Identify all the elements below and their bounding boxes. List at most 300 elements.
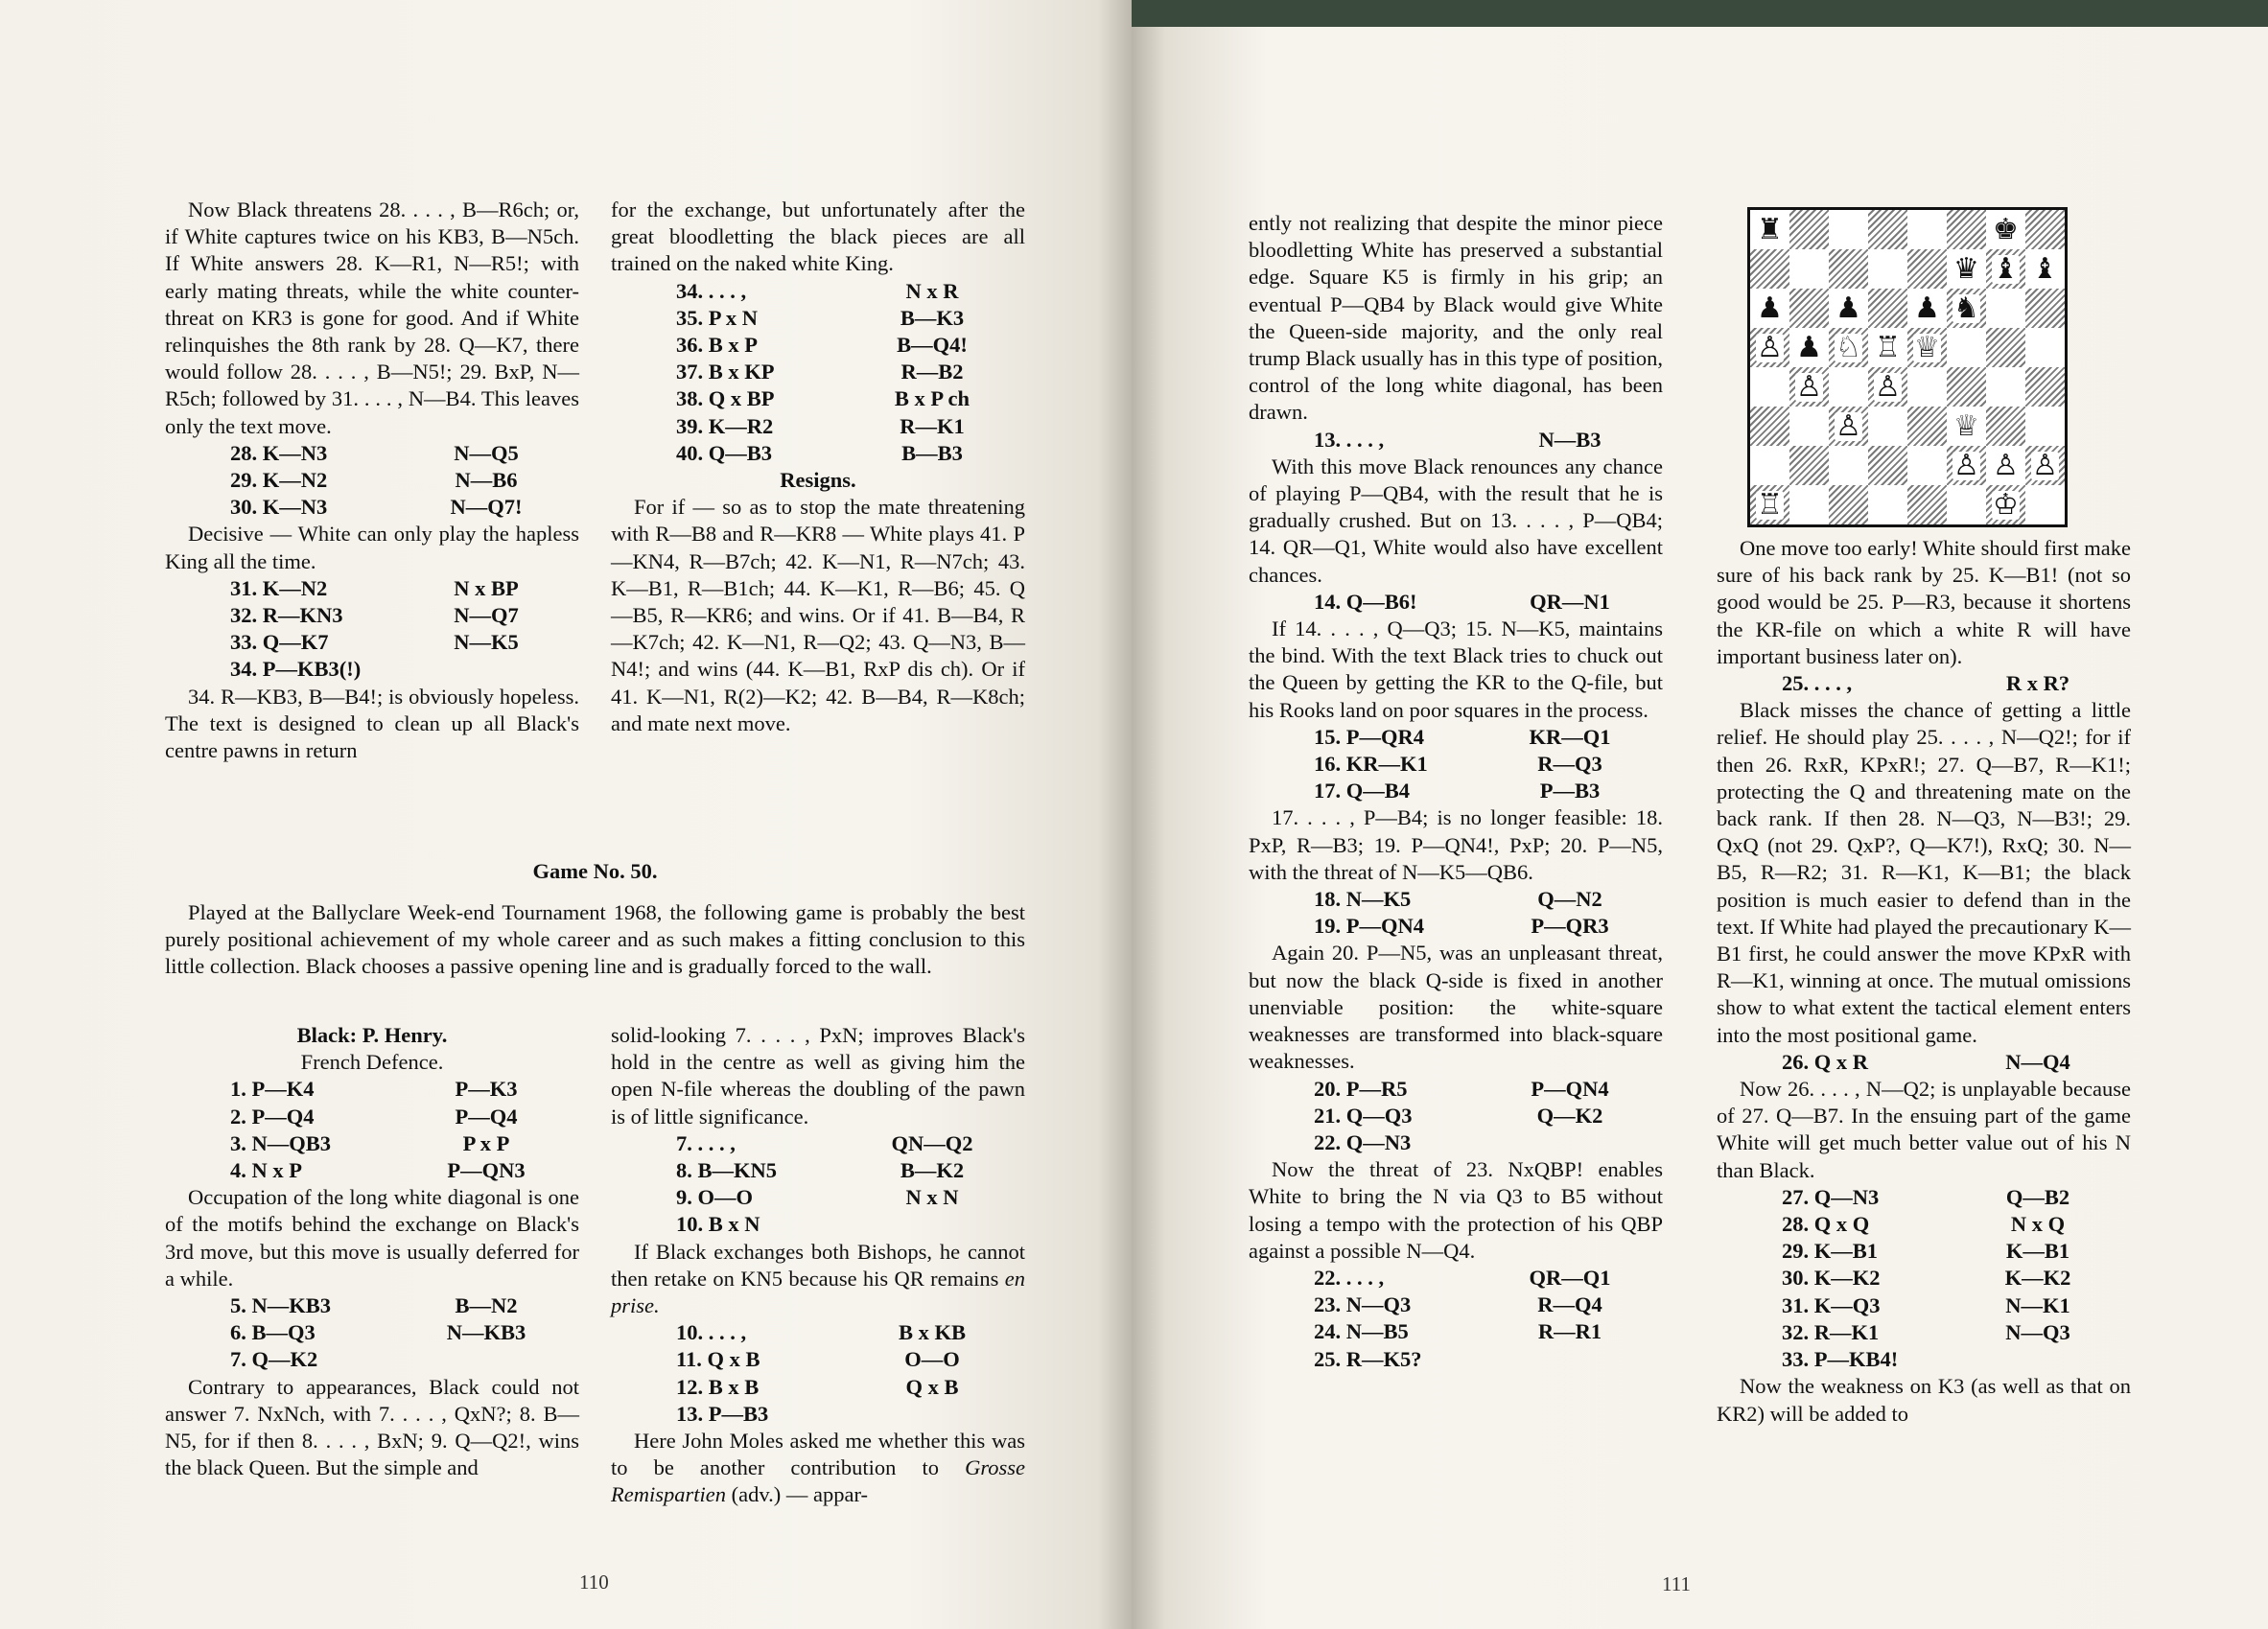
board-square bbox=[1986, 289, 2025, 328]
board-square bbox=[1986, 210, 2025, 249]
black-move bbox=[839, 1211, 1025, 1238]
board-square bbox=[1947, 367, 1986, 407]
moves-block bbox=[611, 278, 1025, 467]
black-move: QN—Q2 bbox=[891, 1130, 973, 1155]
chess-piece-icon: ♔ bbox=[1993, 487, 2019, 522]
chess-piece-icon: ♕ bbox=[1914, 330, 1940, 364]
move-line bbox=[1717, 1292, 2131, 1319]
white-move: 7. Q—K2 bbox=[230, 1347, 318, 1372]
board-square bbox=[1947, 328, 1986, 367]
chess-piece-icon: ♖ bbox=[1875, 330, 1901, 364]
move-line bbox=[1249, 427, 1663, 454]
italic-run: en prise. bbox=[611, 1266, 1025, 1318]
white-move: 22. Q—N3 bbox=[1314, 1129, 1412, 1154]
black-move: N—Q7! bbox=[450, 495, 523, 520]
white-move: 11. Q x B bbox=[676, 1347, 760, 1372]
board-square bbox=[1829, 446, 1868, 485]
board-square bbox=[1750, 446, 1789, 485]
board-square bbox=[1789, 289, 1829, 328]
board-square bbox=[1789, 210, 1829, 249]
paragraph: Black misses the chance of getting a little relief. He should play 25. . . . , N—Q2!; for if then 26. RxR, KPxR!; 27. Q—B7, R—K1!; protecting the Q and threatening mate on the back rank. If then 28. N—Q3, N—B3!; 29. QxQ (not 29. QxP?, Q—K7!), RxQ; 30. N—B5, R—R2; 31. R—K1, K—B1; the black position is much easier to defend than in the text. If White had played the precautionary K—B1 first, he could answer the move KPxR with R—K1, winning at once. The mutual omissions show to what extent the tactical element enters into the most positional game. bbox=[1717, 698, 2131, 1047]
white-move: 33. P—KB4! bbox=[1782, 1347, 1899, 1372]
move-line bbox=[611, 1346, 1025, 1373]
board-square bbox=[2025, 289, 2065, 328]
white-move: 5. N—KB3 bbox=[230, 1293, 332, 1318]
move-line bbox=[165, 494, 579, 521]
move-line bbox=[165, 1292, 579, 1319]
chess-piece-icon: ♙ bbox=[1757, 330, 1783, 364]
right-col1 bbox=[1249, 210, 1663, 1373]
white-move: 20. P—R5 bbox=[1314, 1076, 1408, 1101]
board-square bbox=[1947, 446, 1986, 485]
white-move: 30. K—K2 bbox=[1782, 1266, 1881, 1291]
paragraph: One move too early! White should first make sure of his back rank by 25. K—B1! (not so good would be 25. P—R3, because it shortens the KR-file on which a white R will have important business later on). bbox=[1717, 536, 2131, 668]
move-line bbox=[165, 440, 579, 467]
chess-piece-icon: ♙ bbox=[1953, 448, 1979, 482]
left-col3 bbox=[165, 1022, 579, 1481]
move-line bbox=[611, 359, 1025, 385]
black-move bbox=[393, 656, 579, 683]
board-square bbox=[1947, 289, 1986, 328]
white-move: 18. N—K5 bbox=[1314, 887, 1412, 912]
white-move: 6. B—Q3 bbox=[230, 1320, 316, 1345]
moves-block bbox=[1249, 1076, 1663, 1157]
move-line bbox=[1249, 751, 1663, 778]
white-move: 31. K—Q3 bbox=[1782, 1292, 1881, 1317]
board-square bbox=[1750, 407, 1789, 446]
moves-block bbox=[1717, 1049, 2131, 1076]
black-move: B—Q4! bbox=[897, 333, 968, 358]
chess-piece-icon: ♜ bbox=[1757, 212, 1783, 246]
moves-block bbox=[1249, 724, 1663, 805]
black-move: P—Q4 bbox=[455, 1104, 518, 1129]
board-square bbox=[1829, 485, 1868, 524]
paragraph bbox=[611, 1239, 1025, 1320]
left-col2 bbox=[611, 197, 1025, 737]
resigns-label: Resigns. bbox=[780, 468, 856, 493]
board-square bbox=[2025, 407, 2065, 446]
left-col4 bbox=[611, 1022, 1025, 1509]
move-line bbox=[1717, 1211, 2131, 1238]
move-line bbox=[165, 575, 579, 602]
board-square bbox=[1868, 367, 1907, 407]
move-line bbox=[611, 1157, 1025, 1184]
white-move: 35. P x N bbox=[676, 305, 759, 330]
black-move: P—B3 bbox=[1539, 779, 1601, 803]
black-move: P—QN4 bbox=[1531, 1076, 1609, 1101]
moves-block bbox=[1249, 427, 1663, 454]
chess-piece-icon: ♙ bbox=[2032, 448, 2058, 482]
move-line bbox=[1249, 913, 1663, 940]
paragraph: for the exchange, but unfortunately after the great bloodletting the black pieces are all trained on the naked white King. bbox=[611, 198, 1025, 276]
white-move: 10. B x N bbox=[676, 1212, 760, 1237]
black-move: KR—Q1 bbox=[1529, 724, 1611, 749]
chess-piece-icon: ♞ bbox=[1953, 291, 1979, 325]
paragraph: 34. R—KB3, B—B4!; is obviously hopeless. The text is designed to clean up all Black's centre pawns in return bbox=[165, 684, 579, 763]
paragraph: Occupation of the long white diagonal is one of the motifs behind the exchange on Black's 3rd move, but this move is usually deferred for a while. bbox=[165, 1185, 579, 1291]
board-square bbox=[1789, 485, 1829, 524]
white-move: 9. O—O bbox=[676, 1185, 754, 1210]
board-square bbox=[1829, 249, 1868, 289]
move-line bbox=[611, 1319, 1025, 1346]
black-move: N x R bbox=[905, 278, 959, 303]
move-line bbox=[611, 305, 1025, 332]
game-intro bbox=[165, 899, 1025, 981]
black-move: N—Q4 bbox=[2005, 1049, 2070, 1074]
right-col2 bbox=[1717, 535, 2131, 1428]
text-run: (adv.) — appar- bbox=[725, 1482, 869, 1507]
board-square bbox=[1907, 328, 1947, 367]
white-move: 4. N x P bbox=[230, 1158, 302, 1183]
black-move: R—Q4 bbox=[1537, 1292, 1602, 1317]
white-move: 28. K—N3 bbox=[230, 440, 328, 465]
paragraph bbox=[611, 1428, 1025, 1509]
board-square bbox=[1868, 249, 1907, 289]
move-line bbox=[611, 278, 1025, 305]
board-square bbox=[1829, 289, 1868, 328]
move-line bbox=[611, 385, 1025, 412]
board-square bbox=[1947, 485, 1986, 524]
black-move: N x BP bbox=[454, 575, 519, 600]
moves-block bbox=[165, 440, 579, 522]
paragraph: If 14. . . . , Q—Q3; 15. N—K5, maintains the bind. With the text Black tries to chuck out the Queen by getting the KR to the Q-file, but his Rooks land on poor squares in the process. bbox=[1249, 617, 1663, 722]
white-move: 1. P—K4 bbox=[230, 1077, 315, 1102]
moves-block bbox=[165, 1076, 579, 1184]
white-move: 13. P—B3 bbox=[676, 1401, 769, 1426]
move-line bbox=[1249, 1318, 1663, 1345]
left-col1 bbox=[165, 197, 579, 764]
board-square bbox=[1789, 249, 1829, 289]
board-square bbox=[1750, 289, 1789, 328]
chess-piece-icon: ♙ bbox=[1796, 369, 1822, 404]
move-line bbox=[1717, 1346, 2131, 1373]
black-move bbox=[1477, 1346, 1663, 1373]
move-line bbox=[1249, 1129, 1663, 1156]
board-square bbox=[2025, 446, 2065, 485]
moves-block bbox=[611, 1319, 1025, 1428]
white-move: 17. Q—B4 bbox=[1314, 779, 1411, 803]
moves-block bbox=[1717, 1184, 2131, 1373]
board-square bbox=[1750, 367, 1789, 407]
board-square bbox=[2025, 249, 2065, 289]
board-square bbox=[1868, 289, 1907, 328]
white-move: 27. Q—N3 bbox=[1782, 1184, 1880, 1209]
move-line bbox=[611, 1401, 1025, 1428]
black-move: N—B3 bbox=[1538, 427, 1602, 452]
black-move bbox=[1945, 1346, 2131, 1373]
paragraph: Again 20. P—N5, was an unpleasant threat, but now the black Q-side is fixed in another unenviable position: the white-square weaknesses are transformed into black-square weaknesses. bbox=[1249, 941, 1663, 1074]
move-line bbox=[611, 332, 1025, 359]
paragraph: With this move Black renounces any chance of playing P—QB4, with the result that he is gradually crushed. But on 13. . . . , P—QB4; 14. QR—Q1, White would also have excellent chances. bbox=[1249, 454, 1663, 587]
page-number-left: 110 bbox=[579, 1571, 609, 1594]
move-line bbox=[165, 1319, 579, 1346]
white-move: 21. Q—Q3 bbox=[1314, 1103, 1413, 1128]
move-line bbox=[165, 656, 579, 683]
white-move: 10. . . . , bbox=[676, 1320, 747, 1345]
move-line bbox=[1249, 589, 1663, 616]
paragraph: Now Black threatens 28. . . . , B—R6ch; or, if White captures twice on his KB3, B—N5ch. If White answers 28. K—R1, N—R5!; with early mating threats, while the white counter-threat on KR3 is gone for good. And if White relinquishes the 8th rank by 28. Q—K7, there would follow 28. . . . , B—N5!; 29. BxP, N—R5ch; followed by 31. . . . , N—B4. This leaves only the text move. bbox=[165, 198, 579, 438]
board-square bbox=[1907, 289, 1947, 328]
text-run: If Black exchanges both Bishops, he cannot then retake on KN5 because his QR remains bbox=[611, 1239, 1025, 1291]
board-square bbox=[1868, 328, 1907, 367]
board-square bbox=[1907, 407, 1947, 446]
white-move: 23. N—Q3 bbox=[1314, 1292, 1412, 1317]
black-move: B—K2 bbox=[900, 1158, 965, 1183]
black-move: Q—N2 bbox=[1537, 887, 1602, 912]
chess-piece-icon: ♝ bbox=[2032, 251, 2058, 286]
move-line bbox=[1249, 1076, 1663, 1103]
move-line bbox=[165, 1104, 579, 1130]
black-move bbox=[393, 1346, 579, 1373]
page-number-right: 111 bbox=[1662, 1572, 1691, 1595]
black-move: Q—K2 bbox=[1536, 1103, 1603, 1128]
white-move: 32. R—K1 bbox=[1782, 1319, 1880, 1344]
board-square bbox=[1986, 367, 2025, 407]
game-title: Game No. 50. bbox=[532, 859, 658, 883]
black-move: N—K1 bbox=[2005, 1292, 2070, 1317]
black-move bbox=[839, 1401, 1025, 1428]
black-move: R x R? bbox=[2005, 671, 2070, 696]
black-move: K—B1 bbox=[2005, 1239, 2070, 1264]
paragraph: Now 26. . . . , N—Q2; is unplayable because of 27. Q—B7. In the ensuing part of the game White will get much better value out of his N than Black. bbox=[1717, 1077, 2131, 1182]
move-line bbox=[165, 467, 579, 494]
board-square bbox=[1829, 367, 1868, 407]
board-square bbox=[2025, 367, 2065, 407]
board-square bbox=[1868, 485, 1907, 524]
black-move: N x Q bbox=[2010, 1212, 2066, 1237]
board-square bbox=[1947, 407, 1986, 446]
move-line bbox=[1249, 724, 1663, 751]
paragraph: For if — so as to stop the mate threatening with R—B8 and R—KR8 — White plays 41. P—KN4, R—B7ch; 42. K—N1, R—N7ch; 43. K—B1, R—B1ch; 44. K—K1, R—B6; 45. Q—B5, R—KR6; and wins. Or if 41. B—B4, R—K7ch; 42. K—N1, R—Q2; 43. Q—N3, B—N4!; and wins (44. K—B1, RxP dis ch). Or if 41. K—N1, R(2)—K2; 42. B—B4, R—K8ch; and mate next move. bbox=[611, 495, 1025, 735]
move-line bbox=[165, 1076, 579, 1103]
board-square bbox=[1789, 328, 1829, 367]
moves-block bbox=[611, 1130, 1025, 1239]
black-move: P x P bbox=[462, 1130, 510, 1155]
board-square bbox=[1986, 328, 2025, 367]
board-square bbox=[1750, 485, 1789, 524]
moves-block bbox=[1249, 589, 1663, 616]
white-move: 26. Q x R bbox=[1782, 1049, 1868, 1074]
black-move: N—B6 bbox=[455, 468, 518, 493]
paragraph: 17. . . . , P—B4; is no longer feasible: 18. PxP, R—B3; 19. P—QN4!, PxP; 20. P—N5, with the threat of N—K5—QB6. bbox=[1249, 805, 1663, 884]
black-move: P—QR3 bbox=[1531, 914, 1609, 939]
moves-block bbox=[1249, 886, 1663, 940]
black-move: B x KB bbox=[898, 1320, 967, 1345]
white-move: 25. R—K5? bbox=[1314, 1346, 1422, 1371]
moves-block bbox=[165, 575, 579, 684]
black-move: O—O bbox=[904, 1347, 960, 1372]
chess-piece-icon: ♚ bbox=[1993, 212, 2019, 246]
white-move: 39. K—R2 bbox=[676, 413, 774, 438]
move-line bbox=[611, 1211, 1025, 1238]
white-move: 3. N—QB3 bbox=[230, 1130, 332, 1155]
white-move: 30. K—N3 bbox=[230, 495, 328, 520]
board-square bbox=[2025, 210, 2065, 249]
black-move: K—K2 bbox=[2004, 1266, 2071, 1291]
move-line bbox=[1717, 1049, 2131, 1076]
paragraph: Played at the Ballyclare Week-end Tournament 1968, the following game is probably the best purely positional achievement of my whole career and as such makes a fitting conclusion to this little collection. Black chooses a passive opening line and is gradually forced to the wall. bbox=[165, 900, 1025, 979]
board-square bbox=[1829, 328, 1868, 367]
white-move: 40. Q—B3 bbox=[676, 440, 773, 465]
opening-name: French Defence. bbox=[300, 1050, 444, 1075]
black-player: Black: P. Henry. bbox=[296, 1023, 448, 1047]
move-line bbox=[611, 1130, 1025, 1157]
black-move: R—B2 bbox=[900, 360, 964, 384]
chess-piece-icon: ♝ bbox=[1993, 251, 2019, 286]
board-square bbox=[1986, 446, 2025, 485]
move-line bbox=[1717, 1184, 2131, 1211]
white-move: 28. Q x Q bbox=[1782, 1212, 1870, 1237]
white-move: 32. R—KN3 bbox=[230, 603, 343, 628]
white-move: 37. B x KP bbox=[676, 360, 775, 384]
white-move: 36. B x P bbox=[676, 333, 759, 358]
white-move: 14. Q—B6! bbox=[1314, 589, 1417, 614]
board-square bbox=[1907, 210, 1947, 249]
board-square bbox=[1907, 485, 1947, 524]
chess-diagram bbox=[1747, 207, 2068, 527]
chess-piece-icon: ♛ bbox=[1953, 251, 1979, 286]
black-move: QR—N1 bbox=[1530, 589, 1610, 614]
white-move: 29. K—B1 bbox=[1782, 1239, 1879, 1264]
white-move: 19. P—QN4 bbox=[1314, 914, 1424, 939]
white-move: 16. KR—K1 bbox=[1314, 752, 1428, 777]
move-line bbox=[165, 629, 579, 656]
white-move: 29. K—N2 bbox=[230, 468, 328, 493]
black-move: B—B3 bbox=[901, 440, 963, 465]
white-move: 7. . . . , bbox=[676, 1130, 736, 1155]
chess-piece-icon: ♟ bbox=[1835, 291, 1861, 325]
paragraph: Now the threat of 23. NxQBP! enables White to bring the N via Q3 to B5 without losing a tempo with the protection of his QBP against a possible N—Q4. bbox=[1249, 1157, 1663, 1263]
chess-piece-icon: ♟ bbox=[1757, 291, 1783, 325]
white-move: 38. Q x BP bbox=[676, 386, 775, 411]
black-move: N—Q5 bbox=[454, 440, 519, 465]
moves-block bbox=[1717, 670, 2131, 697]
board-square bbox=[1907, 367, 1947, 407]
move-line bbox=[1717, 1319, 2131, 1346]
chess-piece-icon: ♙ bbox=[1835, 408, 1861, 443]
board-square bbox=[1947, 249, 1986, 289]
board-square bbox=[2025, 485, 2065, 524]
white-move: 24. N—B5 bbox=[1314, 1319, 1409, 1344]
paragraph: ently not realizing that despite the minor piece bloodletting White has preserved a substantial edge. Square K5 is firmly in his grip; an eventual P—QB4 by Black would give White the Queen-side majority, and the only real trump Black usually has in this type of position, control of the long white diagonal, has been drawn. bbox=[1249, 211, 1663, 425]
black-move: R—K1 bbox=[900, 413, 965, 438]
move-line bbox=[165, 1130, 579, 1157]
chess-piece-icon: ♖ bbox=[1757, 487, 1783, 522]
board-square bbox=[1986, 485, 2025, 524]
board-square bbox=[1868, 210, 1907, 249]
black-move: Q—B2 bbox=[2005, 1184, 2070, 1209]
black-move: N—KB3 bbox=[446, 1320, 526, 1345]
chess-piece-icon: ♙ bbox=[1875, 369, 1901, 404]
italic-run: Grosse Remispartien bbox=[611, 1455, 1025, 1507]
chess-piece-icon: ♟ bbox=[1796, 330, 1822, 364]
move-line bbox=[1249, 778, 1663, 804]
move-line bbox=[1717, 670, 2131, 697]
move-line bbox=[1249, 1346, 1663, 1373]
move-line bbox=[165, 1346, 579, 1373]
black-move: Q x B bbox=[905, 1374, 959, 1399]
board-square bbox=[1829, 407, 1868, 446]
white-move: 8. B—KN5 bbox=[676, 1158, 778, 1183]
move-line bbox=[1717, 1265, 2131, 1292]
move-line bbox=[611, 1184, 1025, 1211]
black-move: B—K3 bbox=[900, 305, 965, 330]
board-square bbox=[1907, 446, 1947, 485]
paragraph: Contrary to appearances, Black could not answer 7. NxNch, with 7. . . . , QxN?; 8. B—N5, for if then 8. . . . , BxN; 9. Q—Q2!, wins the black Queen. But the simple and bbox=[165, 1374, 579, 1480]
white-move: 25. . . . , bbox=[1782, 671, 1853, 696]
move-line bbox=[1717, 1238, 2131, 1265]
black-move: N x N bbox=[905, 1185, 959, 1210]
move-line bbox=[1249, 1265, 1663, 1292]
board-square bbox=[1789, 407, 1829, 446]
move-line bbox=[1249, 886, 1663, 913]
move-line bbox=[165, 1157, 579, 1184]
black-move: R—Q3 bbox=[1537, 752, 1602, 777]
paragraph: Now the weakness on K3 (as well as that on KR2) will be added to bbox=[1717, 1374, 2131, 1426]
move-line bbox=[611, 440, 1025, 467]
black-move: N—Q7 bbox=[454, 603, 519, 628]
chess-piece-icon: ♟ bbox=[1914, 291, 1940, 325]
board-square bbox=[1986, 407, 2025, 446]
black-move: R—R1 bbox=[1537, 1319, 1602, 1344]
black-move: B x P ch bbox=[894, 386, 970, 411]
move-line bbox=[1249, 1292, 1663, 1318]
move-line bbox=[611, 1374, 1025, 1401]
chess-piece-icon: ♙ bbox=[1993, 448, 2019, 482]
board-square bbox=[1868, 407, 1907, 446]
white-move: 13. . . . , bbox=[1314, 427, 1385, 452]
white-move: 34. P—KB3(!) bbox=[230, 657, 362, 682]
board-square bbox=[1868, 446, 1907, 485]
black-move: N—K5 bbox=[454, 630, 519, 655]
moves-block bbox=[165, 1292, 579, 1374]
black-move: QR—Q1 bbox=[1529, 1265, 1611, 1290]
paragraph: solid-looking 7. . . . , PxN; improves Black's hold in the centre as well as giving him the open N-file whereas the doubling of the pawn is of little significance. bbox=[611, 1023, 1025, 1129]
white-move: 15. P—QR4 bbox=[1314, 724, 1424, 749]
chess-piece-icon: ♕ bbox=[1953, 408, 1979, 443]
move-line bbox=[165, 602, 579, 629]
black-move: P—K3 bbox=[455, 1077, 518, 1102]
board-square bbox=[1750, 328, 1789, 367]
white-move: 12. B x B bbox=[676, 1374, 760, 1399]
board-square bbox=[1750, 210, 1789, 249]
board-square bbox=[1907, 249, 1947, 289]
board-square bbox=[1789, 367, 1829, 407]
text-run: Here John Moles asked me whether this was to be another contribution to bbox=[611, 1429, 1025, 1480]
black-move bbox=[1477, 1129, 1663, 1156]
board-square bbox=[1986, 249, 2025, 289]
white-move: 34. . . . , bbox=[676, 278, 747, 303]
move-line bbox=[1249, 1103, 1663, 1129]
move-line bbox=[611, 413, 1025, 440]
paragraph: Decisive — White can only play the hapless King all the time. bbox=[165, 522, 579, 573]
white-move: 33. Q—K7 bbox=[230, 630, 329, 655]
black-move: P—QN3 bbox=[447, 1158, 526, 1183]
board-square bbox=[2025, 328, 2065, 367]
white-move: 2. P—Q4 bbox=[230, 1104, 315, 1129]
white-move: 31. K—N2 bbox=[230, 575, 328, 600]
board-square bbox=[1947, 210, 1986, 249]
white-move: 22. . . . , bbox=[1314, 1265, 1385, 1290]
book-cover-edge bbox=[1132, 0, 2268, 27]
board-square bbox=[1789, 446, 1829, 485]
chess-piece-icon: ♘ bbox=[1835, 330, 1861, 364]
board-square bbox=[1750, 249, 1789, 289]
moves-block bbox=[1249, 1265, 1663, 1373]
board-square bbox=[1829, 210, 1868, 249]
black-move: N—Q3 bbox=[2005, 1319, 2070, 1344]
black-move: B—N2 bbox=[455, 1293, 518, 1318]
